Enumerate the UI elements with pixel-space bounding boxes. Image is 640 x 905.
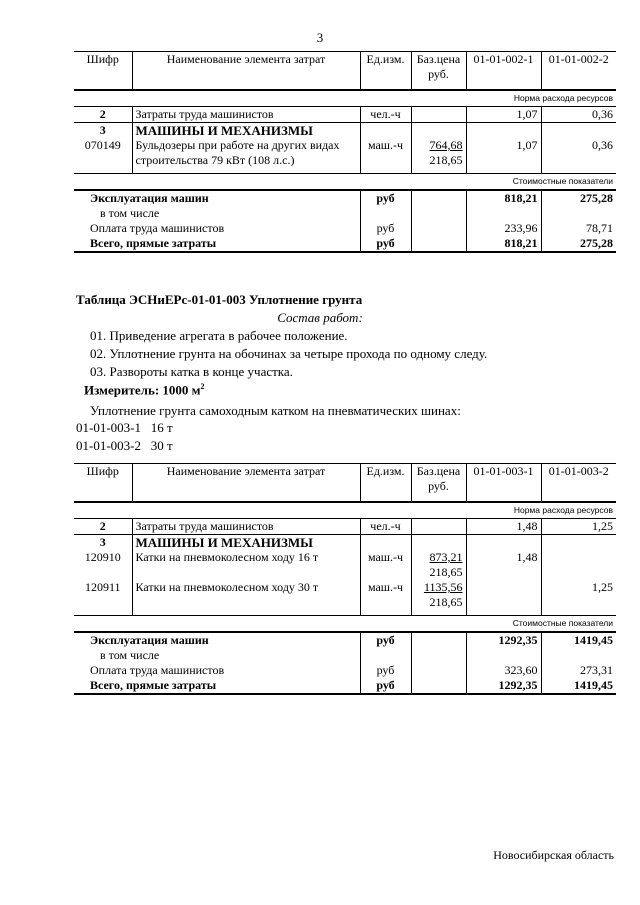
section-code: 3 xyxy=(99,535,106,549)
variant-1: 01-01-003-1 16 т xyxy=(76,420,173,435)
header-price: Баз.цена руб. xyxy=(411,52,466,91)
work-item-1: 01. Приведение агрегата в рабочее положение. xyxy=(90,328,348,343)
header-price: Баз.цена руб. xyxy=(411,464,466,503)
cost-label: Стоимостные показатели xyxy=(512,175,613,186)
machine-1-price: 873,21 218,65 xyxy=(411,550,466,580)
machine-1-unit: маш.-ч xyxy=(360,550,411,580)
pay-value-2: 78,71 xyxy=(541,221,616,236)
page-number: 3 xyxy=(316,30,324,45)
exploitation-value-1: 1292,35 xyxy=(466,632,541,648)
total-value-2: 275,28 xyxy=(541,236,616,252)
machine-1-name: Катки на пневмоколесном ходу 16 т xyxy=(132,550,360,580)
header-col-2: 01-01-003-2 xyxy=(541,464,616,503)
machine-2-price: 1135,56 218,65 xyxy=(411,580,466,610)
header-col-1: 01-01-003-1 xyxy=(466,464,541,503)
machine-price: 764,68 218,65 xyxy=(411,138,466,168)
total-value-1: 818,21 xyxy=(466,236,541,252)
exploitation-value-2: 275,28 xyxy=(541,190,616,206)
pay-label: Оплата труда машинистов xyxy=(90,662,225,677)
exploitation-value-1: 818,21 xyxy=(466,190,541,206)
norm-label: Норма расхода ресурсов xyxy=(513,505,613,515)
header-col-2: 01-01-002-2 xyxy=(541,52,616,91)
header-name: Наименование элемента затрат xyxy=(132,52,360,91)
total-value-1: 1292,35 xyxy=(466,678,541,694)
pay-value-1: 323,60 xyxy=(466,663,541,678)
including-label: в том числе xyxy=(100,647,160,662)
labor-value-1: 1,48 xyxy=(466,519,541,535)
machine-value-2: 0,36 xyxy=(541,138,616,168)
machine-2-value-1 xyxy=(466,580,541,610)
exploitation-unit: руб xyxy=(360,190,411,206)
region-footer: Новосибирская область xyxy=(493,848,614,862)
machine-1-value-2 xyxy=(541,550,616,580)
total-value-2: 1419,45 xyxy=(541,678,616,694)
machine-2-value-2: 1,25 xyxy=(541,580,616,610)
resource-table-1 xyxy=(74,51,616,253)
work-item-3: 03. Развороты катка в конце участка. xyxy=(90,364,293,379)
pay-label: Оплата труда машинистов xyxy=(90,220,225,235)
pay-unit: руб xyxy=(360,221,411,236)
exploitation-label: Эксплуатация машин xyxy=(90,632,209,647)
total-label: Всего, прямые затраты xyxy=(90,677,217,692)
section-title: МАШИНЫ И МЕХАНИЗМЫ xyxy=(132,535,360,551)
header-unit: Ед.изм. xyxy=(360,464,411,503)
machine-1-value-1: 1,48 xyxy=(466,550,541,580)
labor-unit: чел.-ч xyxy=(360,107,411,123)
resource-table-2 xyxy=(74,463,616,695)
works-title: Состав работ: xyxy=(277,310,363,325)
work-item-2: 02. Уплотнение грунта на обочинах за четыре прохода по одному следу. xyxy=(90,346,488,361)
header-col-1: 01-01-002-1 xyxy=(466,52,541,91)
header-name: Наименование элемента затрат xyxy=(132,464,360,503)
machine-code: 070149 xyxy=(84,138,121,152)
exploitation-label: Эксплуатация машин xyxy=(90,190,209,205)
machine-2-code: 120911 xyxy=(84,580,121,594)
table-title: Таблица ЭСНиЕРс-01-01-003 Уплотнение грунта xyxy=(76,292,363,307)
pay-value-2: 273,31 xyxy=(541,663,616,678)
labor-value-1: 1,07 xyxy=(466,107,541,123)
pay-unit: руб xyxy=(360,663,411,678)
labor-unit: чел.-ч xyxy=(360,519,411,535)
labor-code: 2 xyxy=(99,107,106,121)
total-unit: руб xyxy=(360,236,411,252)
header-code: Шифр xyxy=(86,52,119,66)
machine-2-unit: маш.-ч xyxy=(360,580,411,610)
section-code: 3 xyxy=(99,123,106,137)
pay-value-1: 233,96 xyxy=(466,221,541,236)
labor-value-2: 1,25 xyxy=(541,519,616,535)
total-label: Всего, прямые затраты xyxy=(90,235,217,250)
machine-unit: маш.-ч xyxy=(360,138,411,168)
measure-label: Измеритель: 1000 $м^2$ xyxy=(84,382,205,398)
machine-name: Бульдозеры при работе на других видах строительства 79 кВт (108 л.с.) xyxy=(132,138,360,168)
header-unit: Ед.изм. xyxy=(360,52,411,91)
labor-name: Затраты труда машинистов xyxy=(132,519,360,535)
labor-code: 2 xyxy=(99,519,106,533)
norm-label: Норма расхода ресурсов xyxy=(513,93,613,103)
exploitation-value-2: 1419,45 xyxy=(541,632,616,648)
description: Уплотнение грунта самоходным катком на пневматических шинах: xyxy=(90,403,461,418)
total-unit: руб xyxy=(360,678,411,694)
header-code: Шифр xyxy=(86,464,119,478)
machine-value-1: 1,07 xyxy=(466,138,541,168)
cost-label: Стоимостные показатели xyxy=(512,617,613,628)
labor-value-2: 0,36 xyxy=(541,107,616,123)
machine-2-name: Катки на пневмоколесном ходу 30 т xyxy=(132,580,360,610)
labor-name: Затраты труда машинистов xyxy=(132,107,360,123)
machine-1-code: 120910 xyxy=(84,550,121,564)
exploitation-unit: руб xyxy=(360,632,411,648)
section-title: МАШИНЫ И МЕХАНИЗМЫ xyxy=(132,123,360,139)
including-label: в том числе xyxy=(100,205,160,220)
variant-2: 01-01-003-2 30 т xyxy=(76,438,173,453)
